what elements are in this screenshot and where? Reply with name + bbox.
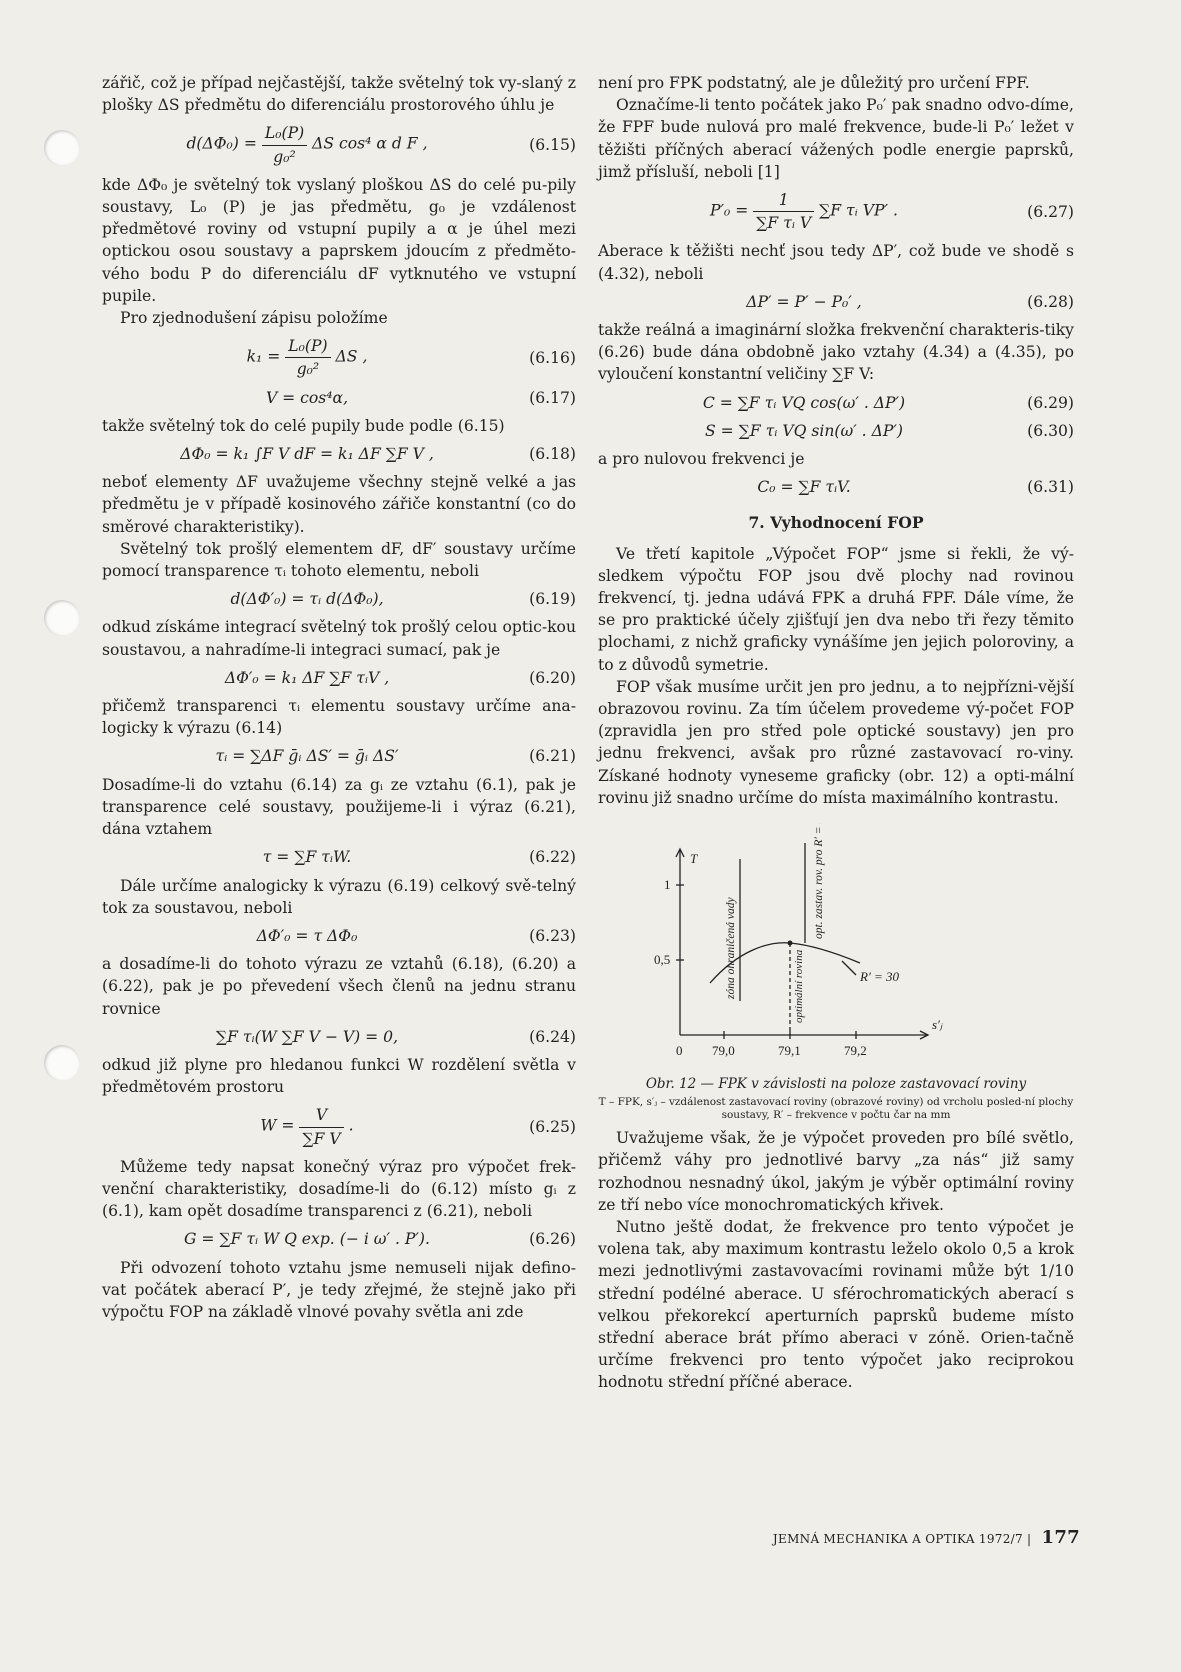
equation-6-23 (102, 925, 576, 947)
equation-6-16 (102, 335, 576, 380)
curve-pointer (842, 961, 856, 975)
equation-body: τ = ∑F τᵢW. (262, 848, 352, 867)
eq-part: W = (260, 1117, 295, 1136)
equation-6-31 (598, 476, 1074, 498)
equation-number: (6.31) (1027, 478, 1074, 497)
right-column (598, 72, 1074, 1394)
equation-6-15 (102, 122, 576, 167)
paragraph: odkud již plyne pro hledanou funkci W rozdělení světla v předmětovém prostoru (102, 1055, 576, 1097)
paragraph: Označíme-li tento počátek jako P₀′ pak snadno odvo-díme, že FPF bude nulová pro malé frekvence, bude-li P₀′ ležet v těžišti příčných aberací vážených podle energie paprsků, jimž přísluší, neboli [1] (598, 96, 1074, 181)
x-tick-label: 79,0 (712, 1043, 735, 1059)
paragraph: a dosadíme-li do tohoto výrazu ze vztahů (6.18), (6.20) a (6.22), pak je po převedení všech členů na jednu stranu rovnice (102, 955, 576, 1018)
equation-6-28 (598, 291, 1074, 313)
equation-number: (6.30) (1027, 421, 1074, 440)
journal-name: JEMNÁ MECHANIKA A OPTIKA 1972/7 (772, 1532, 1023, 1546)
equation-body: S = ∑F τᵢ VQ sin(ω′ . ΔP′) (705, 421, 903, 440)
equation-body: ∑F τᵢ(W ∑F V − V) = 0, (215, 1027, 399, 1046)
equation-number: (6.29) (1027, 393, 1074, 412)
eq-part: k₁ = (246, 347, 281, 366)
fraction (262, 122, 307, 167)
equation-number: (6.20) (529, 668, 576, 687)
equation-number: (6.15) (529, 136, 576, 154)
paragraph: zářič, což je případ nejčastější, takže světelný tok vy-slaný z plošky ΔS předmětu do diferenciálu prostorového úhlu je (102, 74, 576, 115)
section-heading: 7. Vyhodnocení FOP (748, 513, 924, 533)
equation-body: d(ΔΦ′₀) = τᵢ d(ΔΦ₀), (230, 590, 384, 609)
denominator: ∑F V (302, 1129, 341, 1148)
page-number: 177 (1041, 1527, 1080, 1548)
equation-6-19 (102, 588, 576, 610)
equation-number: (6.22) (529, 848, 576, 867)
equation-number: (6.24) (529, 1027, 576, 1046)
paragraph: neboť elementy ΔF uvažujeme všechny stejně velké a jas předmětu je v případě kosinového zářiče konstantní (co do směrové charakteristiky). (102, 473, 576, 536)
equation-6-21 (102, 745, 576, 767)
equation-number: (6.25) (529, 1117, 576, 1136)
zone-label: zóna ohraničená vady (725, 897, 737, 1000)
paragraph: takže světelný tok do celé pupily bude podle (6.15) (102, 416, 505, 435)
punch-hole (44, 1045, 80, 1081)
page-footer: JEMNÁ MECHANIKA A OPTIKA 1972/7 | 177 (772, 1527, 1080, 1548)
equation-number: (6.23) (529, 926, 576, 945)
paragraph: přičemž transparenci τᵢ elementu soustavy určíme ana-logicky k výrazu (6.14) (102, 697, 576, 738)
equation-body: τᵢ = ∑ΔF ḡᵢ ΔS′ = ḡᵢ ΔS′ (215, 747, 399, 766)
numerator: L₀(P) (285, 335, 330, 358)
fraction (753, 189, 814, 234)
paragraph: Dále určíme analogicky k výrazu (6.19) celkový svě-telný tok za soustavou, neboli (102, 876, 576, 917)
equation-number: (6.21) (529, 747, 576, 766)
equation-body: ΔP′ = P′ − P₀′ , (746, 292, 862, 311)
paragraph: Nutno ještě dodat, že frekvence pro tento výpočet je volena tak, aby maximum kontrastu leželo okolo 0,5 a krok mezi jednotlivými zastavovacími rovinami může být 1/10 střední podélné aberace. U sférochromatických aberací s velkou překorekcí aperturních paprsků budeme místo střední aberace brát přímo aberaci v zóně. Orien-tačně určíme frekvenci pro tento výpočet jako reciprokou hodnotu střední příčné aberace. (598, 1217, 1074, 1392)
denominator: g₀² (273, 147, 296, 166)
x-tick-label: 0 (676, 1043, 683, 1059)
figure-12 (598, 823, 1074, 1123)
equation-body: G = ∑F τᵢ W Q exp. (− i ω′ . P′). (184, 1230, 430, 1249)
denominator: g₀² (296, 360, 320, 379)
equation-6-20 (102, 667, 576, 689)
paragraph: Pro zjednodušení zápisu položíme (120, 309, 388, 328)
paragraph: odkud získáme integrací světelný tok prošlý celou optic-kou soustavou, a nahradíme-li integraci sumací, pak je (102, 618, 576, 659)
eq-part: d(ΔΦ₀) = (186, 135, 257, 154)
numerator: V (299, 1104, 343, 1127)
eq-part: . (348, 1117, 354, 1136)
numerator: L₀(P) (262, 122, 307, 145)
numerator: 1 (753, 189, 814, 212)
paragraph: Ve třetí kapitole „Výpočet FOP“ jsme si řekli, že vý-sledkem výpočtu FOP jsou dvě plochy nad rovinou frekvencí, tj. jedna udává FPK a druhá FPF. Dále víme, že se pro praktické účely zjišťují jen dva nebo tři řezy těmito plochami, z nichž graficky vynášíme jen jejich poloroviny, a to z důvodů symetrie. (598, 544, 1074, 674)
paragraph: kde ΔΦ₀ je světelný tok vyslaný ploškou ΔS do celé pu-pily soustavy, L₀ (P) je jas předmětu, g₀ je vzdálenost předmětové roviny od vstupní pupily a α je úhel mezi optickou osou soustavy a paprskem jdoucím z předměto-vého bodu P do diferenciálu dF vytknutého ve vstupní pupile. (102, 175, 576, 305)
curve-label: R′ = 30 (860, 969, 900, 985)
punch-hole (44, 130, 80, 166)
maximum-point (788, 941, 793, 946)
paragraph: Dosadíme-li do vztahu (6.14) za gᵢ ze vztahu (6.1), pak je transparence celé soustavy, použijeme-li i výraz (6.21), dána vztahem (102, 775, 576, 839)
y-axis-label: T (690, 851, 698, 867)
equation-number: (6.16) (529, 348, 576, 367)
paragraph: Při odvození tohoto vztahu jsme nemuseli nijak defino-vat počátek aberací P′, je tedy zřejmé, že stejně jako při výpočtu FOP na základě vlnové povahy světla ani zde (102, 1258, 576, 1321)
equation-number: (6.18) (529, 445, 576, 464)
x-axis-label: s′ⱼ (932, 1017, 943, 1033)
equation-6-18 (102, 443, 576, 465)
equation-number: (6.17) (529, 388, 576, 407)
figure-caption: Obr. 12 — FPK v závislosti na poloze zastavovací roviny (645, 1076, 1027, 1093)
equation-6-30 (598, 420, 1074, 442)
eq-part: ∑F τᵢ VP′ . (819, 201, 898, 220)
equation-body: V = cos⁴α, (265, 388, 349, 407)
y-tick-label: 1 (664, 877, 671, 893)
paragraph: Světelný tok prošlý elementem dF, dF′ soustavy určíme pomocí transparence τᵢ tohoto elementu, neboli (102, 539, 576, 581)
eq-part: ΔS cos⁴ α d F , (312, 135, 428, 154)
equation-6-22 (102, 846, 576, 868)
opt-plane-label: opt. zastav. rov. pro R′ = 0 (813, 823, 825, 940)
equation-6-25 (102, 1104, 576, 1149)
equation-body: ΔΦ′₀ = k₁ ΔF ∑F τᵢV , (224, 668, 390, 687)
eq-part: ΔS , (335, 347, 368, 366)
optimal-plane-label: optimální rovina (793, 949, 805, 1024)
paragraph: FOP však musíme určit jen pro jednu, a to nejpřízni-vější obrazovou rovinu. Za tím účelem provedeme vý-počet FOP (zpravidla jen pro střed pole optické soustavy) jen pro jednu frekvenci, avšak pro různé zastavovací ro-viny. Získané hodnoty vyneseme graficky (obr. 12) a opti-mální rovinu již snadno určíme do místa maximálního kontrastu. (598, 677, 1074, 807)
fraction (299, 1104, 343, 1149)
denominator: ∑F τᵢ V (756, 214, 812, 233)
equation-body: C₀ = ∑F τᵢV. (757, 478, 851, 497)
figure-plot (598, 823, 1074, 1063)
paragraph: takže reálná a imaginární složka frekvenční charakteris-tiky (6.26) bude dána obdobně jako vztahy (4.34) a (4.35), po vyloučení konstantní veličiny ∑F V: (598, 321, 1074, 384)
eq-part: P′₀ = (710, 201, 749, 220)
x-tick-label: 79,2 (844, 1043, 867, 1059)
punch-hole (44, 600, 80, 636)
equation-6-24 (102, 1026, 576, 1048)
fraction (285, 335, 330, 380)
equation-6-17 (102, 387, 576, 409)
equation-6-27 (598, 189, 1074, 234)
x-tick-label: 79,1 (778, 1043, 801, 1059)
paragraph: není pro FPK podstatný, ale je důležitý pro určení FPF. (598, 74, 1030, 92)
equation-body: ΔΦ′₀ = τ ΔΦ₀ (256, 926, 358, 945)
equation-number: (6.27) (1027, 202, 1074, 221)
equation-number: (6.19) (529, 590, 576, 609)
y-tick-label: 0,5 (654, 952, 671, 968)
left-column (102, 72, 576, 1323)
equation-number: (6.28) (1027, 292, 1074, 311)
figure-caption-detail: T – FPK, s′ⱼ – vzdálenost zastavovací roviny (obrazové roviny) od vrcholu posled-ní plochy soustavy, R′ – frekvence v počtu čar na mm (598, 1095, 1074, 1121)
equation-6-29 (598, 392, 1074, 414)
equation-6-26 (102, 1228, 576, 1250)
equation-body: C = ∑F τᵢ VQ cos(ω′ . ΔP′) (702, 393, 906, 412)
paragraph: Můžeme tedy napsat konečný výraz pro výpočet frek-venční charakteristiky, dosadíme-li do (6.12) místo gᵢ z (6.1), kam opět dosadíme transparenci z (6.21), neboli (102, 1157, 576, 1221)
paragraph: a pro nulovou frekvenci je (598, 450, 805, 469)
equation-number: (6.26) (529, 1230, 576, 1249)
equation-body: ΔΦ₀ = k₁ ∫F V dF = k₁ ΔF ∑F V , (180, 445, 434, 464)
paragraph: Aberace k těžišti nechť jsou tedy ΔP′, což bude ve shodě s (4.32), neboli (598, 242, 1074, 283)
paragraph: Uvažujeme však, že je výpočet proveden pro bílé světlo, přičemž váhy pro jednotlivé barvy „za nás“ již samy rozhodnou nesnadný úkol, jakým je výběr optimální roviny ze tří nebo více monochromatických křivek. (598, 1129, 1074, 1214)
